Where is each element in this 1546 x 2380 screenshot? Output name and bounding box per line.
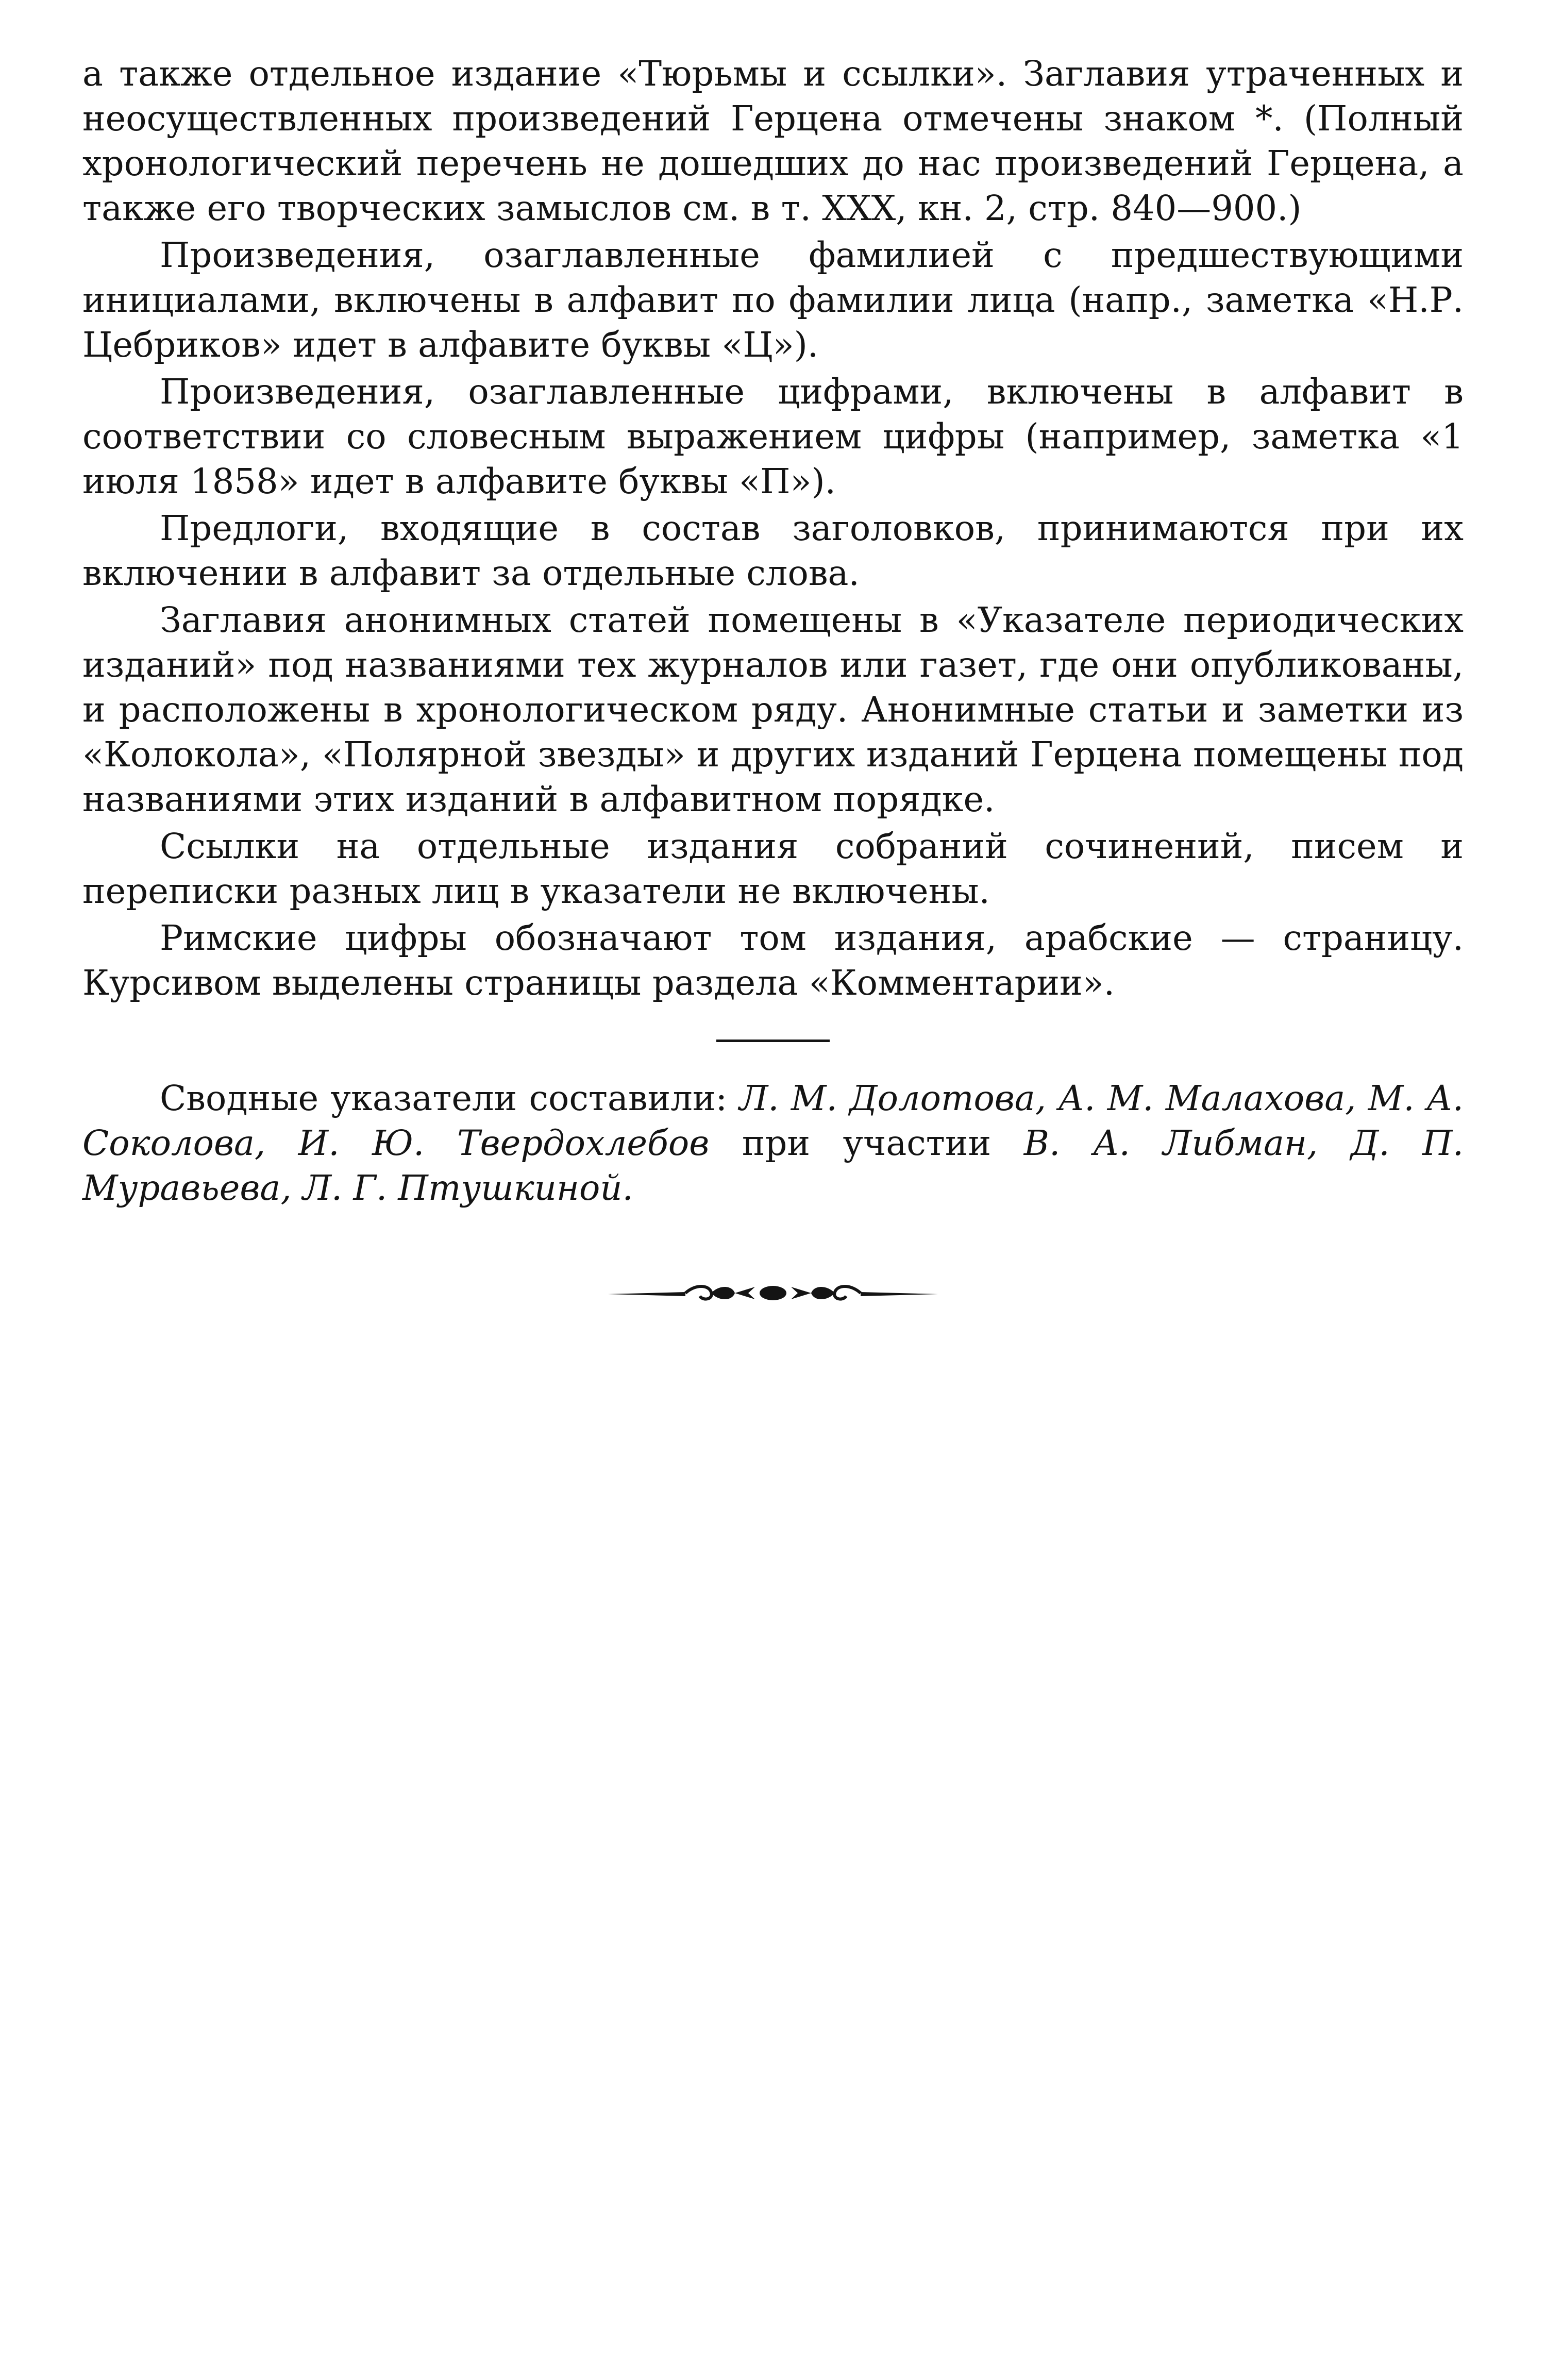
credits-participants: В. А. Либман, Д. П. Муравьева, Л. Г. Птушкиной.	[82, 1123, 1464, 1208]
document-page	[82, 52, 1464, 1309]
credits-lead: Сводные указатели составили:	[160, 1078, 740, 1118]
paragraph-3: Произведения, озаглавленные цифрами, включены в алфавит в соответствии со словесным выражением цифры (например, заметка «1 июля 1858» идет в алфавите буквы «П»).	[82, 372, 1464, 501]
decorative-ornament-icon	[608, 1278, 938, 1309]
separator-rule	[716, 1040, 830, 1042]
paragraph-4: Предлоги, входящие в состав заголовков, принимаются при их включении в алфавит за отдельные слова.	[82, 508, 1464, 593]
credits	[82, 1076, 1464, 1211]
paragraph-5: Заглавия анонимных статей помещены в «Указателе периодических изданий» под названиями тех журналов или газет, где они опубликованы, и расположены в хронологическом ряду. Анонимные статьи и заметки из «Колокола», «Полярной звезды» и других изданий Герцена помещены под названиями этих изданий в алфавитном порядке.	[82, 600, 1464, 819]
paragraph-7: Римские цифры обозначают том издания, арабские — страницу. Курсивом выделены страницы раздела «Комментарии».	[82, 918, 1464, 1003]
credits-compilers: Л. М. Долотова, А. М. Малахова, М. А. Соколова, И. Ю. Твердохлебов	[82, 1078, 1464, 1163]
paragraph-6: Ссылки на отдельные издания собраний сочинений, писем и переписки разных лиц в указатели не включены.	[82, 826, 1464, 911]
paragraph-1: а также отдельное издание «Тюрьмы и ссылки». Заглавия утраченных и неосуществленных произведений Герцена отмечены знаком *. (Полный хронологический перечень не дошедших до нас произведений Герцена, а также его творческих замыслов см. в т. XXX, кн. 2, стр. 840—900.)	[82, 54, 1464, 228]
paragraph-2: Произведения, озаглавленные фамилией с предшествующими инициалами, включены в алфавит по фамилии лица (напр., заметка «Н.Р. Цебриков» идет в алфавите буквы «Ц»).	[82, 235, 1464, 365]
credits-middle: при участии	[709, 1123, 1024, 1163]
